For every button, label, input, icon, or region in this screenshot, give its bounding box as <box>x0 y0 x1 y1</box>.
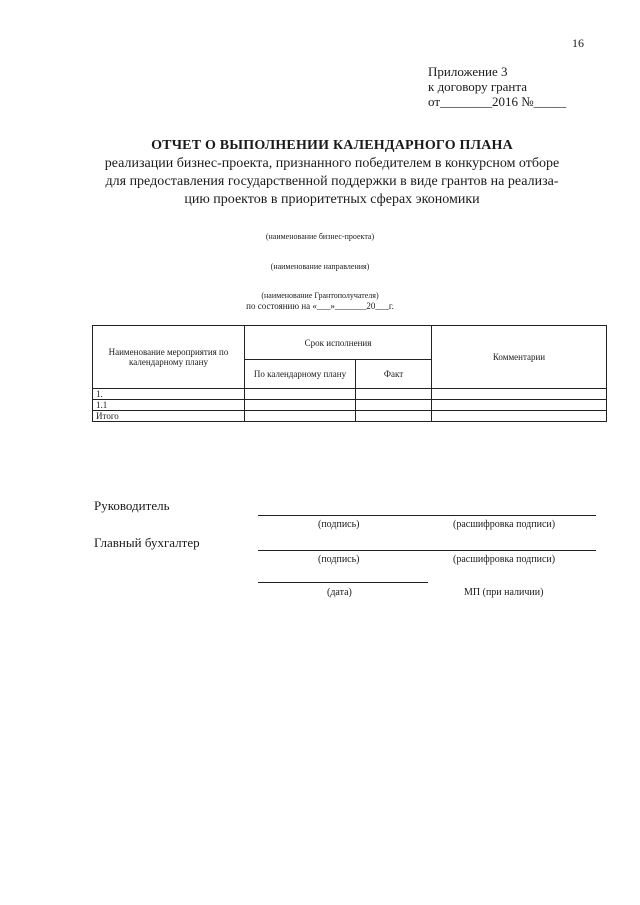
stamp-caption: МП (при наличии) <box>464 587 544 598</box>
annex-line-1: Приложение 3 <box>428 64 508 79</box>
date-line <box>258 582 428 583</box>
director-signature-caption: (подпись) <box>318 519 360 530</box>
header-planned: По календарному плану <box>245 360 356 389</box>
accountant-signature-caption: (подпись) <box>318 554 360 565</box>
table-row <box>93 400 607 411</box>
row-label: 1. <box>93 389 245 400</box>
annex-line-2: к договору гранта <box>428 79 527 94</box>
director-label: Руководитель <box>94 498 170 513</box>
subtitle-line-2: для предоставления государственной поддержки в виде грантов на реализа- <box>105 174 559 189</box>
row-label: 1.1 <box>93 400 245 411</box>
director-decoding-caption: (расшифровка подписи) <box>453 519 556 530</box>
annex-reference <box>428 64 566 109</box>
director-signature-line <box>258 515 596 516</box>
date-caption: (дата) <box>327 587 352 598</box>
table-row <box>93 411 607 422</box>
table-row <box>93 389 607 400</box>
annex-line-3: от________2016 №_____ <box>428 94 567 109</box>
project-name-caption: (наименование бизнес-проекта) <box>265 232 375 241</box>
accountant-signature-line <box>258 550 596 551</box>
header-term: Срок исполнения <box>245 326 432 360</box>
subtitle-line-1: реализации бизнес-проекта, признанного победителем в конкурсном отборе <box>104 156 560 171</box>
document-title: ОТЧЕТ О ВЫПОЛНЕНИИ КАЛЕНДАРНОГО ПЛАНА <box>151 138 513 153</box>
page-number: 16 <box>572 36 584 50</box>
table-header-row <box>93 326 607 360</box>
header-fact: Факт <box>356 360 432 389</box>
calendar-plan-table <box>92 325 607 422</box>
subtitle-line-3: цию проектов в приоритетных сферах экономики <box>184 192 480 207</box>
header-comments: Комментарии <box>432 326 607 389</box>
chief-accountant-label: Главный бухгалтер <box>94 535 200 550</box>
recipient-name-caption: (наименование Грантополучателя) <box>261 291 379 300</box>
accountant-decoding-caption: (расшифровка подписи) <box>453 554 556 565</box>
direction-name-caption: (наименование направления) <box>270 262 370 271</box>
title-block <box>40 137 624 209</box>
row-label: Итого <box>93 411 245 422</box>
report-date-line: по состоянию на «___»_______20___г. <box>246 301 394 311</box>
header-activity-name: Наименование мероприятия по календарному плану <box>93 326 245 389</box>
